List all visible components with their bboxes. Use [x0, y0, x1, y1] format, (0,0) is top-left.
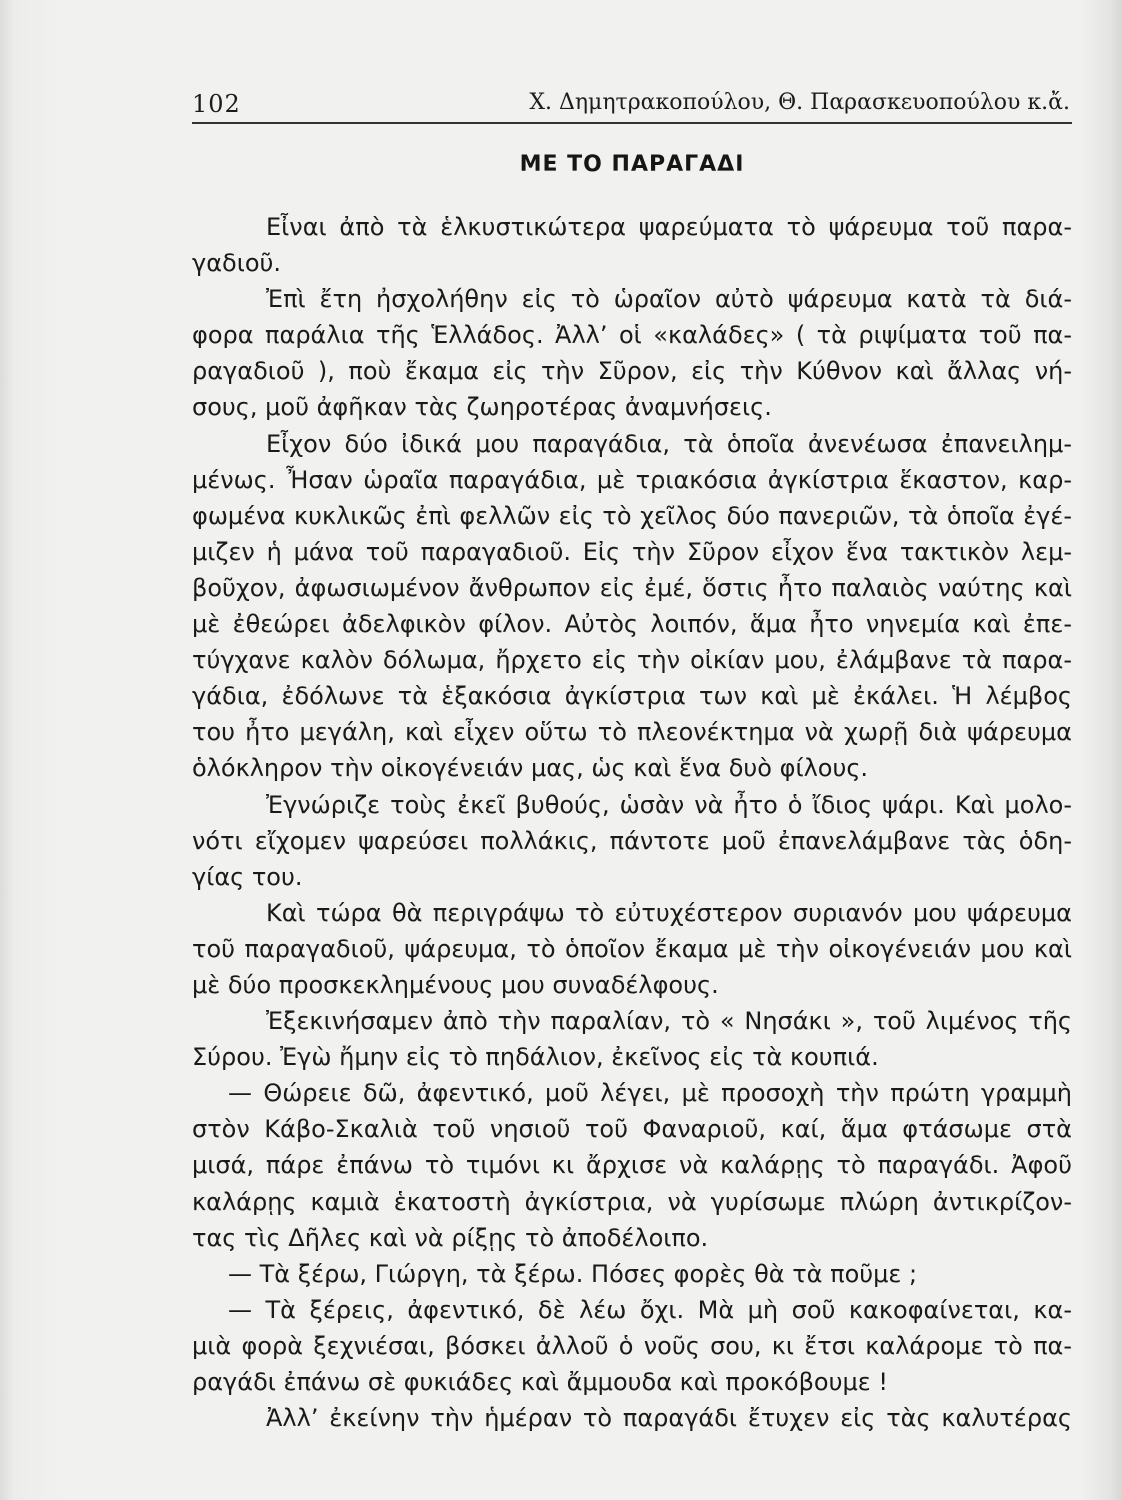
text-line: μισά, πάρε ἐπάνω τὸ τιμόνι κι ἄρχισε νὰ καλάρῃς τὸ παραγάδι. Ἀφοῦ: [192, 1151, 1072, 1180]
text-line: νότι εἴχομεν ψαρεύσει πολλάκις, πάντοτε μοῦ ἐπανελάμβανε τὰς ὁδη-: [192, 826, 1072, 855]
page-header: [192, 84, 1070, 124]
text-line: Ἐξεκινήσαμεν ἀπὸ τὴν παραλίαν, τὸ « Νησάκι », τοῦ λιμένος τῆς: [266, 1007, 1072, 1036]
text-line: σους, μοῦ ἀφῆκαν τὰς ζωηροτέρας ἀναμνήσεις.: [192, 393, 772, 422]
text-line: φορα παράλια τῆς Ἑλλάδος. Ἀλλ’ οἱ «καλάδες» ( τὰ ριψίματα τοῦ πα-: [192, 321, 1072, 350]
text-line: Ἐπὶ ἔτη ἠσχολήθην εἰς τὸ ὡραῖον αὐτὸ ψάρευμα κατὰ τὰ διά-: [266, 285, 1072, 314]
text-line: μὲ ἐθεώρει ἀδελφικὸν φίλον. Αὐτὸς λοιπόν, ἅμα ἦτο νηνεμία καὶ ἐπε-: [192, 610, 1072, 639]
text-line: Ἐγνώριζε τοὺς ἐκεῖ βυθούς, ὡσὰν νὰ ἦτο ὁ ἴδιος ψάρι. Καὶ μολο-: [266, 790, 1072, 819]
text-line: — Τὰ ξέρεις, ἀφεντικό, δὲ λέω ὄχι. Μὰ μὴ σοῦ κακοφαίνεται, κα-: [228, 1295, 1072, 1324]
text-line: Ἀλλ’ ἐκείνην τὴν ἡμέραν τὸ παραγάδι ἔτυχεν εἰς τὰς καλυτέρας: [266, 1404, 1072, 1433]
text-line: γίας του.: [192, 862, 303, 891]
text-line: τοῦ παραγαδιοῦ, ψάρευμα, τὸ ὁποῖον ἔκαμα μὲ τὴν οἰκογένειάν μου καὶ: [192, 934, 1072, 963]
text-line: μιὰ φορὰ ξεχνιέσαι, βόσκει ἀλλοῦ ὁ νοῦς σου, κι ἔτσι καλάρομε τὸ πα-: [192, 1331, 1072, 1360]
text-line: ὁλόκληρον τὴν οἰκογένειάν μας, ὡς καὶ ἕνα δυὸ φίλους.: [192, 754, 869, 783]
page-number: 102: [192, 90, 241, 118]
text-line: φωμένα κυκλικῶς ἐπὶ φελλῶν εἰς τὸ χεῖλος δύο πανεριῶν, τὰ ὁποῖα ἐγέ-: [192, 501, 1072, 530]
text-line: μιζεν ἡ μάνα τοῦ παραγαδιοῦ. Εἰς τὴν Σῦρον εἶχον ἕνα τακτικὸν λεμ-: [192, 537, 1072, 566]
text-line: γαδιοῦ.: [192, 249, 282, 278]
text-line: ραγαδιοῦ ), ποὺ ἔκαμα εἰς τὴν Σῦρον, εἰς τὴν Κύθνον καὶ ἄλλας νή-: [192, 357, 1072, 386]
text-line: στὸν Κάβο-Σκαλιὰ τοῦ νησιοῦ τοῦ Φαναριοῦ, καί, ἅμα φτάσωμε στὰ: [192, 1115, 1072, 1144]
text-line: μὲ δύο προσκεκλημένους μου συναδέλφους.: [192, 970, 719, 999]
text-line: γάδια, ἐδόλωνε τὰ ἑξακόσια ἀγκίστρια των καὶ μὲ ἐκάλει. Ἡ λέμβος: [192, 682, 1072, 711]
text-line: τας τὶς Δῆλες καὶ νὰ ρίξῃς τὸ ἀποδέλοιπο.: [192, 1223, 709, 1252]
text-line: ραγάδι ἐπάνω σὲ φυκιάδες καὶ ἄμμουδα καὶ προκόβουμε !: [192, 1368, 888, 1396]
text-line: Καὶ τώρα θὰ περιγράψω τὸ εὐτυχέστερον συριανόν μου ψάρευμα: [266, 898, 1072, 927]
text-line: Εἶναι ἀπὸ τὰ ἑλκυστικώτερα ψαρεύματα τὸ ψάρευμα τοῦ παρα-: [266, 213, 1072, 241]
text-line: — Τὰ ξέρω, Γιώργη, τὰ ξέρω. Πόσες φορὲς θὰ τὰ ποῦμε ;: [228, 1259, 918, 1288]
header-rule: [192, 122, 1072, 124]
text-line: τύγχανε καλὸν δόλωμα, ἤρχετο εἰς τὴν οἰκίαν μου, ἐλάμβανε τὰ παρα-: [192, 646, 1072, 675]
text-line: Εἶχον δύο ἰδικά μου παραγάδια, τὰ ὁποῖα ἀνενέωσα ἐπανειλημ-: [266, 429, 1072, 458]
text-line: βοῦχον, ἀφωσιωμένον ἄνθρωπον εἰς ἐμέ, ὅστις ἦτο παλαιὸς ναύτης καὶ: [192, 573, 1072, 602]
text-line: του ἦτο μεγάλη, καὶ εἶχεν οὕτω τὸ πλεονέκτημα νὰ χωρῇ διὰ ψάρευμα: [192, 718, 1072, 747]
text-line: — Θώρειε δῶ, ἀφεντικό, μοῦ λέγει, μὲ προσοχὴ τὴν πρώτη γραμμὴ: [228, 1079, 1072, 1108]
text-line: Σύρου. Ἐγὼ ἤμην εἰς τὸ πηδάλιον, ἐκεῖνος εἰς τὰ κουπιά.: [192, 1043, 879, 1072]
chapter-title: ΜΕ ΤΟ ΠΑΡΑΓΑΔΙ: [519, 152, 745, 177]
body-text: [192, 209, 1072, 1436]
text-line: καλάρῃς καμιὰ ἑκατοστὴ ἀγκίστρια, νὰ γυρίσωμε πλώρη ἀντικρίζον-: [192, 1187, 1072, 1216]
running-head: Χ. Δημητρακοπούλου, Θ. Παρασκευοπούλου κ.ἄ.: [529, 90, 1070, 115]
text-line: μένως. Ἦσαν ὡραῖα παραγάδια, μὲ τριακόσια ἀγκίστρια ἕκαστον, καρ-: [192, 465, 1072, 494]
